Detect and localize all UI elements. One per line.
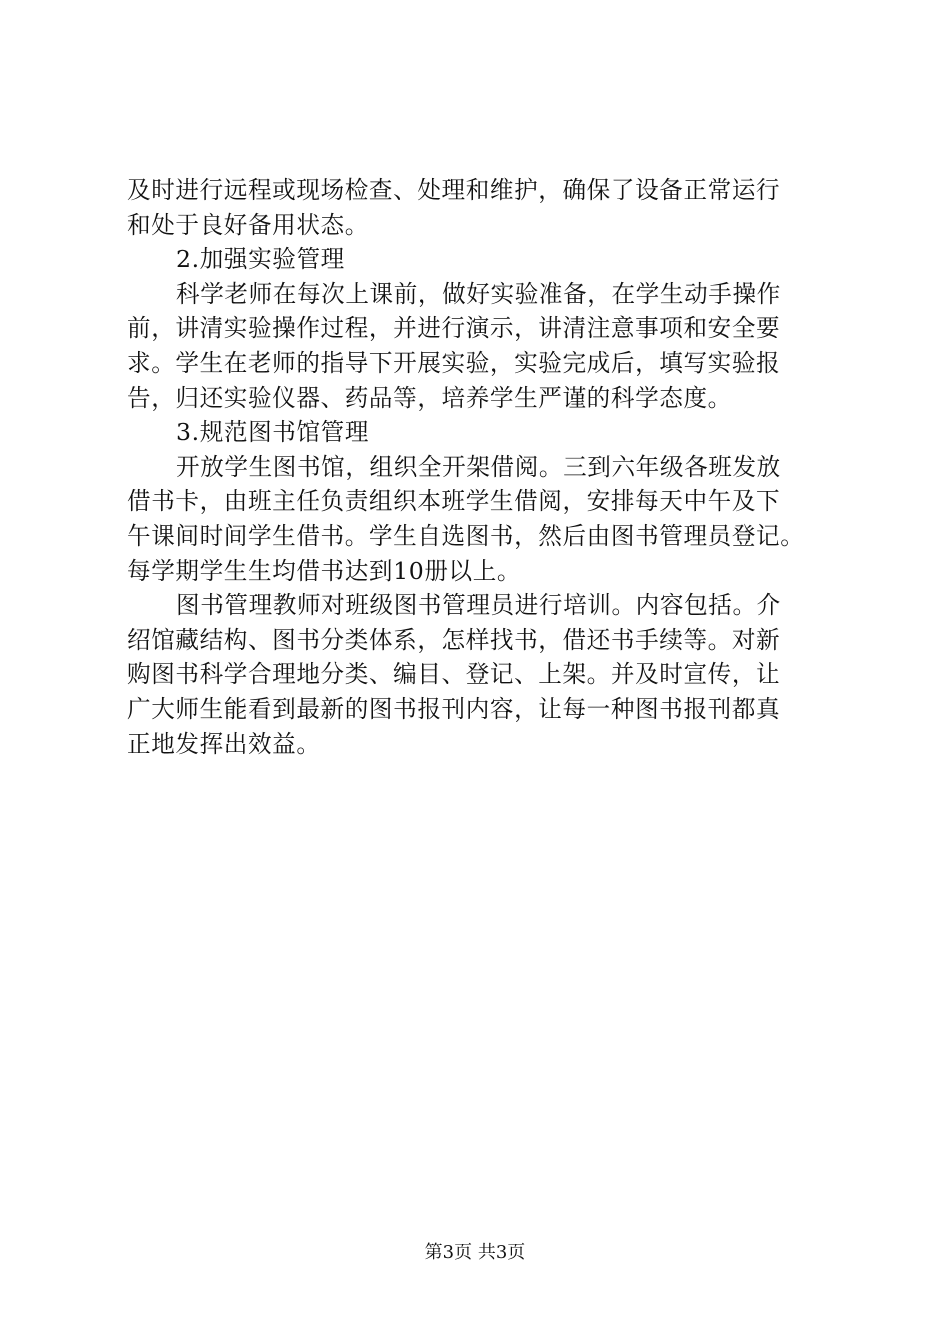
text-line: 正地发挥出效益。	[127, 729, 321, 758]
body-text	[127, 173, 837, 761]
page-number: 第3页 共3页	[424, 1242, 526, 1263]
section-heading: 3.规范图书馆管理	[176, 418, 370, 447]
section-heading: 2.加强实验管理	[176, 245, 345, 274]
text-line: 每学期学生生均借书达到10册以上。	[127, 556, 522, 585]
page-footer	[0, 1241, 950, 1265]
text-line: 绍馆藏结构、图书分类体系，怎样找书，借还书手续等。对新	[127, 625, 781, 654]
text-line: 午课间时间学生借书。学生自选图书，然后由图书管理员登记。	[127, 521, 805, 550]
text-line: 求。学生在老师的指导下开展实验，实验完成后，填写实验报	[127, 348, 781, 377]
text-line: 借书卡，由班主任负责组织本班学生借阅，安排每天中午及下	[127, 487, 781, 516]
text-line: 图书管理教师对班级图书管理员进行培训。内容包括。介	[176, 591, 781, 620]
text-line: 购图书科学合理地分类、编目、登记、上架。并及时宣传，让	[127, 660, 781, 689]
text-line: 广大师生能看到最新的图书报刊内容，让每一种图书报刊都真	[127, 694, 781, 723]
text-line: 开放学生图书馆，组织全开架借阅。三到六年级各班发放	[176, 452, 781, 481]
text-line: 告，归还实验仪器、药品等，培养学生严谨的科学态度。	[127, 383, 732, 412]
text-line: 科学老师在每次上课前，做好实验准备，在学生动手操作	[176, 279, 781, 308]
text-line: 前，讲清实验操作过程，并进行演示，讲清注意事项和安全要	[127, 314, 781, 343]
text-line: 和处于良好备用状态。	[127, 210, 369, 239]
text-line: 及时进行远程或现场检查、处理和维护，确保了设备正常运行	[127, 176, 781, 204]
